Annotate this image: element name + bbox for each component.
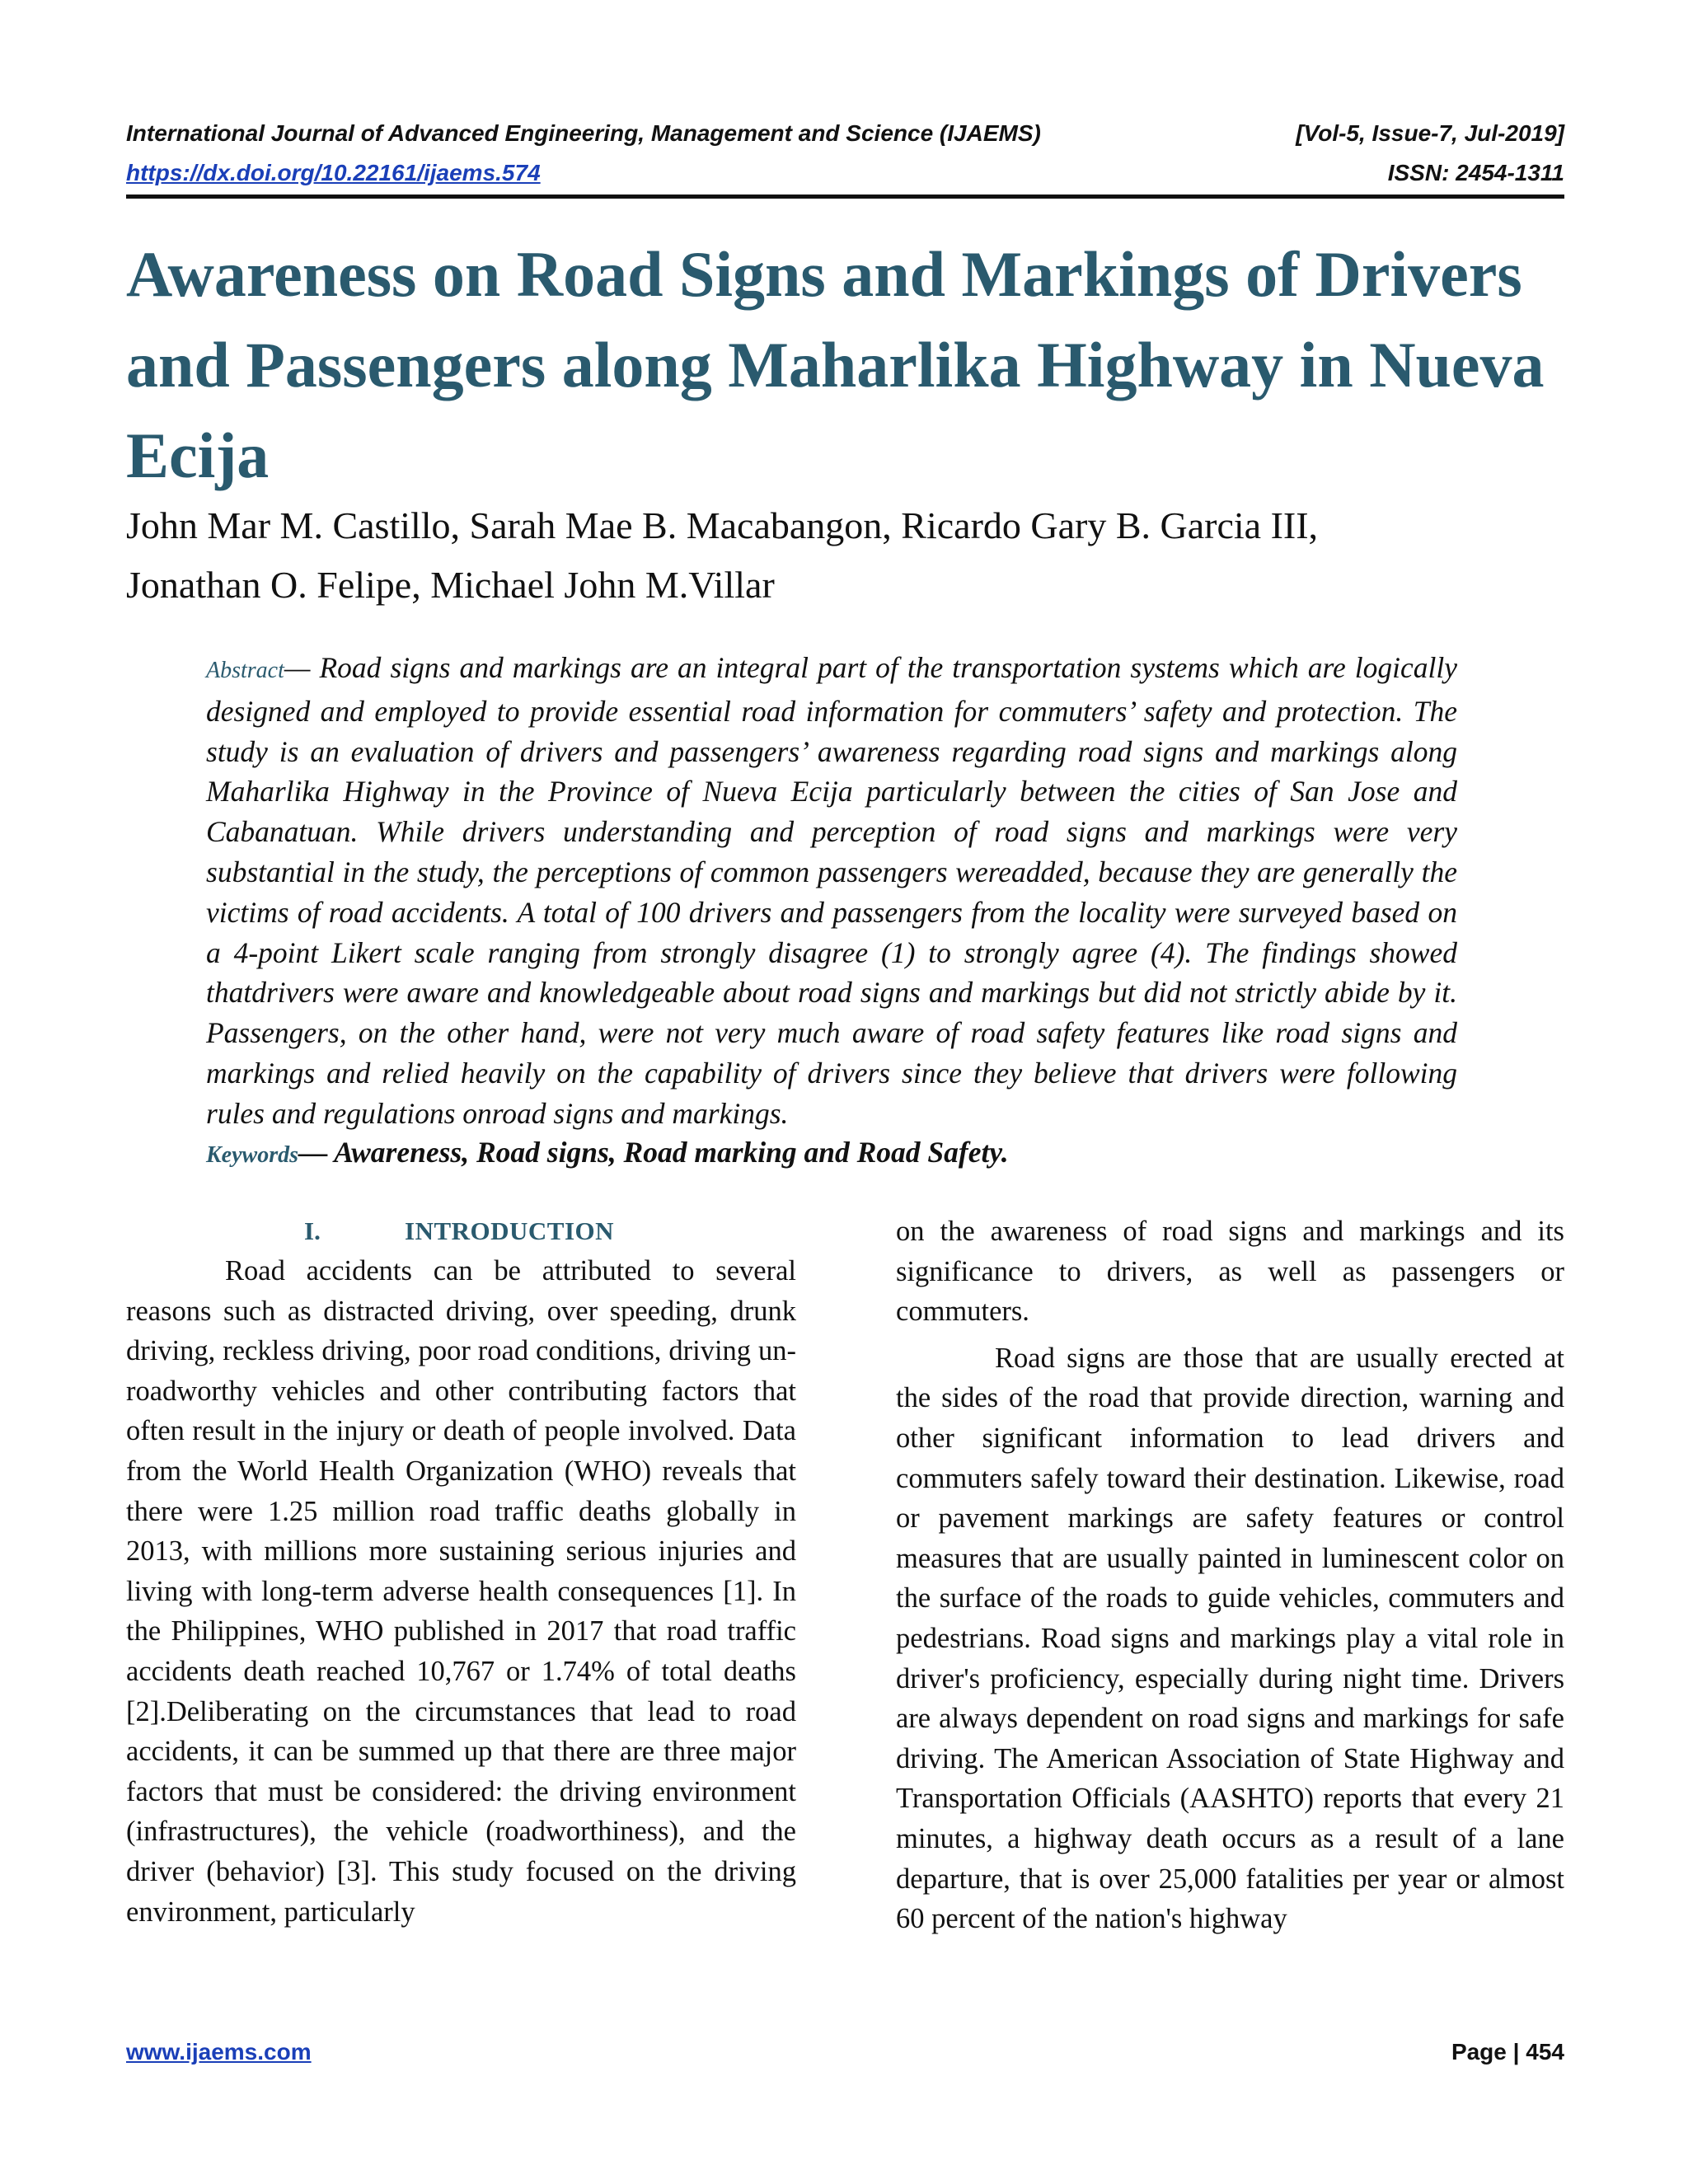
- doi-row: [126, 160, 1564, 190]
- journal-header: [126, 120, 1564, 150]
- keywords: [206, 1132, 1457, 1175]
- authors-line-1: John Mar M. Castillo, Sarah Mae B. Macabangon, Ricardo Gary B. Garcia III,: [126, 504, 1319, 546]
- page-number: 454: [1526, 2039, 1564, 2064]
- intro-paragraph-2: Road signs are those that are usually erected at the sides of the road that provide direction, warning and other significant information to lead drivers and commuters safely toward their destination. Likewise, road or pavement markings are safety features or control measures that are usually painted in luminescent color on the surface of the roads to guide vehicles, commuters and pedestrians. Road signs and markings play a vital role in driver's proficiency, especially during night time. Drivers are always dependent on road signs and markings for safe driving. The American Association of State Highway and Transportation Officials (AASHTO) reports that every 21 minutes, a highway death occurs as a result of a lane departure, that is over 25,000 fatalities per year or almost 60 percent of the nation's highway: [896, 1342, 1564, 1935]
- section-heading: [126, 1212, 796, 1251]
- section-title: INTRODUCTION: [405, 1216, 615, 1245]
- abstract: [206, 648, 1457, 1134]
- paper-title: Awareness on Road Signs and Markings of Drivers and Passengers along Maharlika Highway in Nueva Ecija: [126, 238, 1545, 491]
- page-label: Page: [1451, 2039, 1507, 2064]
- issue-info: [Vol-5, Issue-7, Jul-2019]: [1296, 120, 1564, 146]
- page-indicator: [1451, 2039, 1564, 2065]
- left-column: [126, 1212, 796, 1932]
- keywords-dash: —: [298, 1136, 335, 1169]
- right-column: [896, 1212, 1564, 1939]
- author-list: [126, 496, 1577, 615]
- issn: ISSN: 2454-1311: [1387, 160, 1564, 185]
- doi-link[interactable]: https://dx.doi.org/10.22161/ijaems.574: [126, 160, 541, 185]
- page-footer: [126, 2039, 1564, 2072]
- section-number: I.: [304, 1216, 321, 1245]
- journal-name: International Journal of Advanced Engineering, Management and Science (IJAEMS): [126, 120, 1041, 146]
- intro-paragraph-1: Road accidents can be attributed to several reasons such as distracted driving, over speeding, drunk driving, reckless driving, poor road conditions, driving un-roadworthy vehicles and other contributing factors that often result in the injury or death of people involved. Data from the World Health Organization (WHO) reveals that there were 1.25 million road traffic deaths globally in 2013, with millions more sustaining serious injuries and living with long-term adverse health consequences [1]. In the Philippines, WHO published in 2017 that road traffic accidents death reached 10,767 or 1.74% of total deaths [2].Deliberating on the circumstances that lead to road accidents, it can be summed up that there are three major factors that must be considered: the driving environment (infrastructures), the vehicle (roadworthiness), and the driver (behavior) [3]. This study focused on the driving environment, particularly: [126, 1255, 796, 1928]
- intro-paragraph-1-continued: on the awareness of road signs and markings and its significance to drivers, as well as passengers or commuters.: [896, 1216, 1564, 1328]
- abstract-dash: —: [284, 651, 320, 684]
- keywords-text: Awareness, Road signs, Road marking and Road Safety.: [334, 1136, 1009, 1169]
- abstract-label: Abstract: [206, 658, 284, 683]
- header-rule: [126, 194, 1564, 199]
- website-link[interactable]: www.ijaems.com: [126, 2039, 312, 2064]
- page-separator: |: [1512, 2039, 1520, 2064]
- keywords-label: Keywords: [206, 1142, 298, 1168]
- authors-line-2: Jonathan O. Felipe, Michael John M.Villar: [126, 564, 775, 606]
- abstract-text: Road signs and markings are an integral part of the transportation systems which are logically designed and employed to provide essential road information for commuters’ safety and protection. The study is an evaluation of drivers and passengers’ awareness regarding road signs and markings along Maharlika Highway in the Province of Nueva Ecija particularly between the cities of San Jose and Cabanatuan. While drivers understanding and perception of road signs and markings were very substantial in the study, the perceptions of common passengers wereadded, because they are generally the victims of road accidents. A total of 100 drivers and passengers from the locality were surveyed based on a 4-point Likert scale ranging from strongly disagree (1) to strongly agree (4). The findings showed thatdrivers were aware and knowledgeable about road signs and markings but did not strictly abide by it. Passengers, on the other hand, were not very much aware of road safety features like road signs and markings and relied heavily on the capability of drivers since they believe that drivers were following rules and regulations onroad signs and markings.: [206, 651, 1457, 1130]
